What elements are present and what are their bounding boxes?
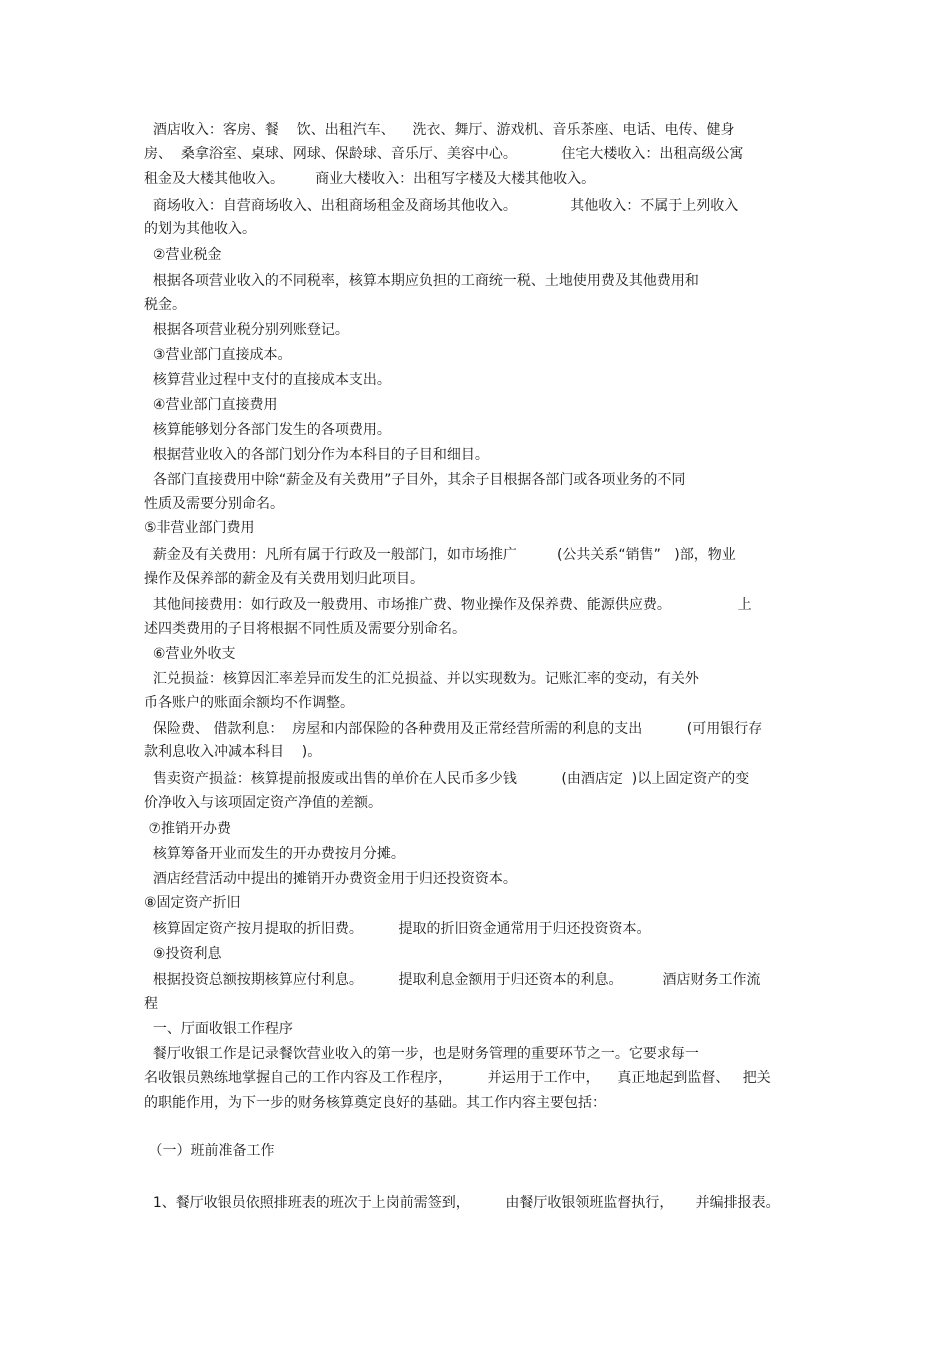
text-line: 价净收入与该项固定资产净值的差额。: [144, 795, 382, 811]
text-line: 操作及保养部的薪金及有关费用划归此项目。: [144, 571, 424, 587]
section-heading: ⑧固定资产折旧: [144, 895, 241, 911]
text-line: 薪金及有关费用：凡所有属于行政及一般部门，如市场推广 (公共关系“销售” )部，物业: [144, 547, 736, 563]
section-heading: ⑥营业外收支: [144, 646, 236, 662]
text-line: 性质及需要分别命名。: [144, 496, 284, 512]
text-line: 酒店收入：客房、餐 饮、出租汽车、 洗衣、舞厅、游戏机、音乐茶座、电话、电传、健身: [144, 122, 735, 138]
section-heading: ⑤非营业部门费用: [144, 520, 255, 536]
section-heading: ⑨投资利息: [144, 946, 222, 962]
section-heading: 一、厅面收银工作程序: [144, 1021, 293, 1037]
text-line: 核算筹备开业而发生的开办费按月分摊。: [144, 846, 405, 862]
text-line: 租金及大楼其他收入。 商业大楼收入：出租写字楼及大楼其他收入。: [144, 171, 596, 187]
text-line: 根据营业收入的各部门划分作为本科目的子目和细目。: [144, 447, 489, 463]
text-line: 售卖资产损益：核算提前报废或出售的单价在人民币多少钱 (由酒店定 )以上固定资产的变: [144, 771, 750, 787]
text-line: 房、 桑拿浴室、桌球、网球、保龄球、音乐厅、美容中心。 住宅大楼收入：出租高级公寓: [144, 146, 744, 162]
text-line: 各部门直接费用中除“薪金及有关费用”子目外，其余子目根据各部门或各项业务的不同: [144, 472, 686, 488]
text-line: 核算营业过程中支付的直接成本支出。: [144, 372, 391, 388]
section-heading: ④营业部门直接费用: [144, 397, 278, 413]
text-line: 其他间接费用：如行政及一般费用、市场推广费、物业操作及保养费、能源供应费。 上: [144, 597, 752, 613]
section-heading: ②营业税金: [144, 247, 222, 263]
text-line: 款利息收入冲减本科目 )。: [144, 744, 322, 760]
text-line: 核算固定资产按月提取的折旧费。 提取的折旧资金通常用于归还投资资本。: [144, 921, 651, 937]
text-line: 述四类费用的子目将根据不同性质及需要分别命名。: [144, 621, 466, 637]
text-line: 税金。: [144, 297, 186, 313]
text-line: 根据各项营业收入的不同税率，核算本期应负担的工商统一税、土地使用费及其他费用和: [144, 273, 699, 289]
text-line: 保险费、 借款利息： 房屋和内部保险的各种费用及正常经营所需的利息的支出 (可用银行存: [144, 721, 763, 737]
section-heading: ⑦推销开办费: [144, 821, 232, 837]
section-heading: （一）班前准备工作: [144, 1143, 275, 1159]
text-line: 根据各项营业税分别列账登记。: [144, 322, 349, 338]
text-line: 名收银员熟练地掌握自己的工作内容及工作程序， 并运用于工作中， 真正地起到监督、 把关: [144, 1070, 771, 1086]
text-line: 根据投资总额按期核算应付利息。 提取利息金额用于归还资本的利息。 酒店财务工作流: [144, 972, 761, 988]
text-line: 程: [144, 996, 158, 1012]
text-line: 1、餐厅收银员依照排班表的班次于上岗前需签到， 由餐厅收银领班监督执行， 并编排报表。: [144, 1195, 780, 1211]
text-line: 核算能够划分各部门发生的各项费用。: [144, 422, 391, 438]
text-line: 币各账户的账面余额均不作调整。: [144, 695, 354, 711]
section-heading: ③营业部门直接成本。: [144, 347, 292, 363]
text-line: 商场收入：自营商场收入、出租商场租金及商场其他收入。 其他收入：不属于上列收入: [144, 198, 739, 214]
text-line: 餐厅收银工作是记录餐饮营业收入的第一步，也是财务管理的重要环节之一。它要求每一: [144, 1046, 699, 1062]
text-line: 的职能作用，为下一步的财务核算奠定良好的基础。其工作内容主要包括：: [144, 1095, 606, 1111]
text-line: 酒店经营活动中提出的摊销开办费资金用于归还投资资本。: [144, 871, 517, 887]
text-line: 汇兑损益：核算因汇率差异而发生的汇兑损益、并以实现数为。记账汇率的变动，有关外: [144, 671, 699, 687]
text-line: 的划为其他收入。: [144, 221, 256, 237]
